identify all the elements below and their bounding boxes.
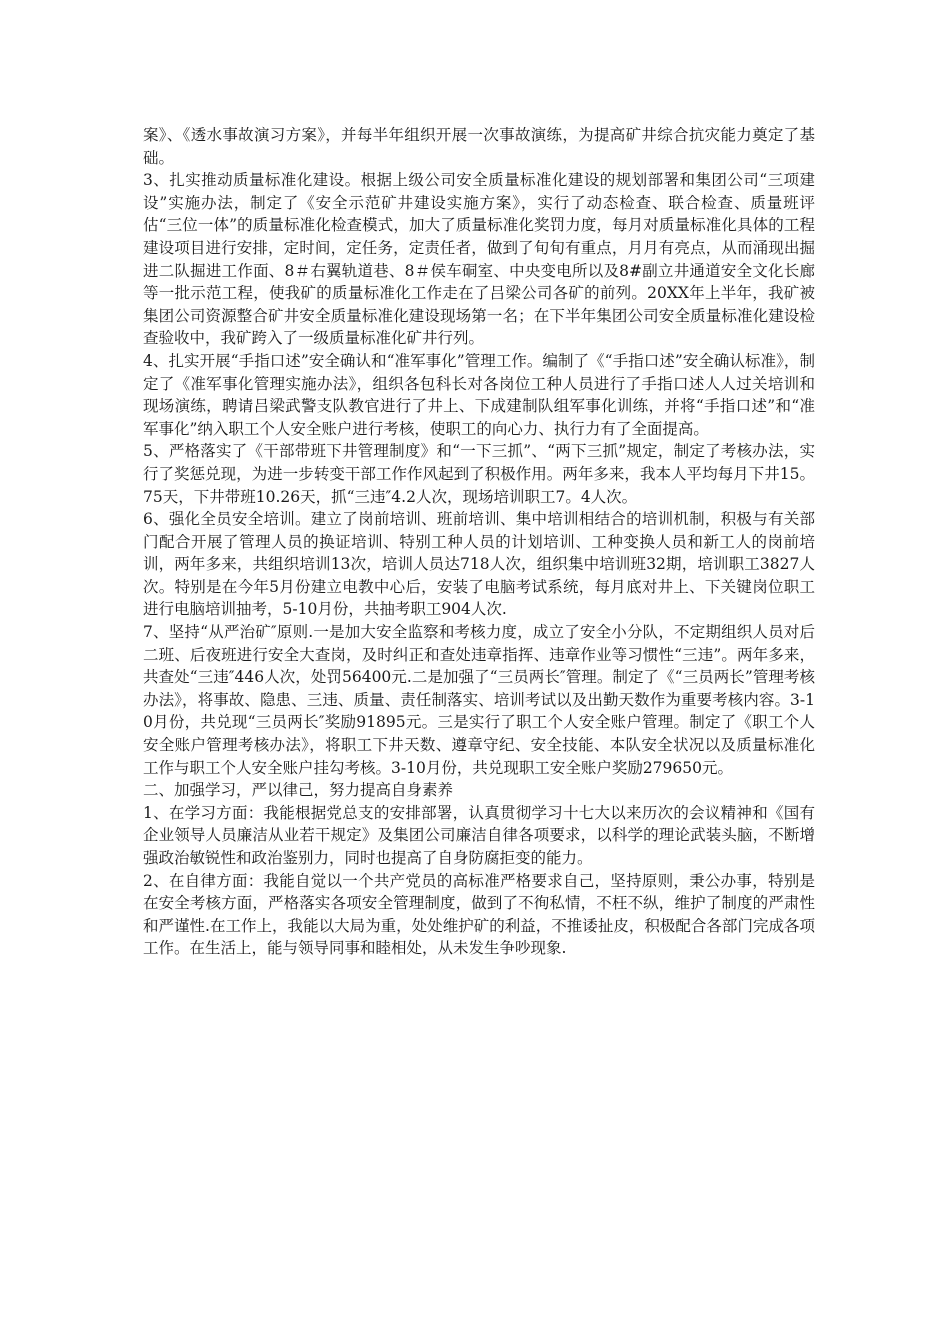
paragraph-item-3: 3、扎实推动质量标准化建设。根据上级公司安全质量标准化建设的规划部署和集团公司“三项建设”实施办法，制定了《安全示范矿井建设实施方案》，实行了动态检查、联合检查、质量班评估“三位一体”的质量标准化检查模式，加大了质量标准化奖罚力度，每月对质量标准化具体的工程建设项目进行安排，定时间，定任务，定责任者，做到了旬旬有重点，月月有亮点，从而涌现出掘进二队掘进工作面、8＃右翼轨道巷、8＃侯车硐室、中央变电所以及8#副立井通道安全文化长廊等一批示范工程，使我矿的质量标准化工作走在了吕梁公司各矿的前列。20XX年上半年，我矿被集团公司资源整合矿井安全质量标准化建设现场第一名；在下半年集团公司安全质量标准化建设检查验收中，我矿跨入了一级质量标准化矿井行列。 xyxy=(143,171,815,348)
paragraph-continuation: 案》、《透水事故演习方案》，并每半年组织开展一次事故演练，为提高矿井综合抗灾能力奠定了基础。 xyxy=(143,126,815,167)
section-heading-2: 二、加强学习，严以律己，努力提高自身素养 xyxy=(143,781,454,800)
paragraph-item-7: 7、坚持“从严治矿″原则.一是加大安全监察和考核力度，成立了安全小分队，不定期组织人员对后二班、后夜班进行安全大查岗，及时纠正和查处违章指挥、违章作业等习惯性“三违”。两年多来，共查处“三违″446人次，处罚56400元.二是加强了“三员两长″管理。制定了《“三员两长”管理考核办法》，将事故、隐患、三违、质量、责任制落实、培训考试以及出勤天数作为重要考核内容。3-10月份，共兑现“三员两长″奖励91895元。三是实行了职工个人安全账户管理。制定了《职工个人安全账户管理考核办法》，将职工下井天数、遵章守纪、安全技能、本队安全状况以及质量标准化工作与职工个人安全账户挂勾考核。3-10月份，共兑现职工安全账户奖励279650元。 xyxy=(143,623,815,777)
paragraph-item-5: 5、严格落实了《干部带班下井管理制度》和“一下三抓”、“两下三抓”规定，制定了考核办法，实行了奖惩兑现，为进一步转变干部工作作风起到了积极作用。两年多来，我本人平均每月下井15。75天，下井带班10.26天，抓“三违″4.2人次，现场培训职工7。4人次。 xyxy=(143,442,815,506)
paragraph-item-4: 4、扎实开展“手指口述”安全确认和“准军事化”管理工作。编制了《“手指口述”安全确认标准》，制定了《准军事化管理实施办法》，组织各包科长对各岗位工种人员进行了手指口述人人过关培训和现场演练，聘请吕梁武警支队教官进行了井上、下成建制队组军事化训练，并将“手指口述”和“准军事化”纳入职工个人安全账户进行考核，使职工的向心力、执行力有了全面提高。 xyxy=(143,351,815,438)
paragraph-study: 1、在学习方面：我能根据党总支的安排部署，认真贯彻学习十七大以来历次的会议精神和《国有企业领导人员廉洁从业若干规定》及集团公司廉洁自律各项要求，以科学的理论武装头脑，不断增强政治敏锐性和政治鉴别力，同时也提高了自身防腐拒变的能力。 xyxy=(143,803,815,867)
paragraph-self-discipline: 2、在自律方面：我能自觉以一个共产党员的高标准严格要求自己，坚持原则，秉公办事，特别是在安全考核方面，严格落实各项安全管理制度，做到了不徇私情，不枉不纵，维护了制度的严肃性和严谨性.在工作上，我能以大局为重，处处维护矿的利益，不推诿扯皮，积极配合各部门完成各项工作。在生活上，能与领导同事和睦相处，从未发生争吵现象. xyxy=(143,871,815,958)
document-body xyxy=(143,124,815,960)
paragraph-item-6: 6、强化全员安全培训。建立了岗前培训、班前培训、集中培训相结合的培训机制，积极与有关部门配合开展了管理人员的换证培训、特别工种人员的计划培训、工种变换人员和新工人的岗前培训，两年多来，共组织培训13次，培训人员达718人次，组织集中培训班32期，培训职工3827人次。特别是在今年5月份建立电教中心后，安装了电脑考试系统，每月底对井上、下关键岗位职工进行电脑培训抽考，5-10月份，共抽考职工904人次. xyxy=(143,510,815,619)
